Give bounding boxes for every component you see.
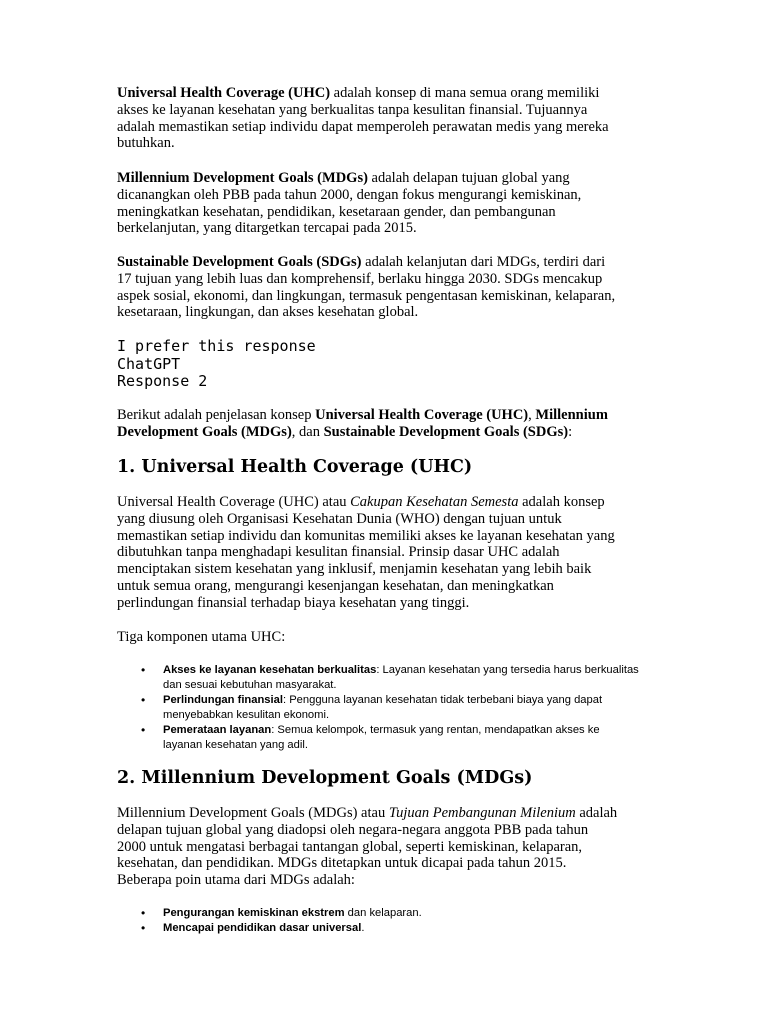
text-run: . [361,922,365,934]
text-run: , [528,407,536,423]
bold-text: Universal Health Coverage (UHC) [315,407,529,423]
text-run: adalah konsep di mana semua orang memiliki [330,85,600,101]
text-run: dan kelaparan. [344,907,422,919]
text-run: Millennium Development Goals (MDGs) atau [117,805,389,821]
text-run: 17 tujuan yang lebih luas dan komprehensif, berlaku hingga 2030. SDGs mencakup [117,270,603,287]
text-line [163,708,717,723]
bullet-dot-icon: • [141,906,146,920]
text-run: Universal Health Coverage (UHC) atau [117,494,351,510]
text-line [163,723,717,738]
bold-text: Sustainable Development Goals (SDGs) [117,254,362,270]
text-line [117,170,717,187]
list-item [141,906,717,921]
text-run: untuk semua orang, mengurangi kesenjangan kesehatan, dan meningkatkan [117,577,554,594]
text-line [117,271,717,288]
bullet-list [117,906,717,936]
text-run: Tiga komponen utama UHC: [117,629,286,645]
text-line [117,102,717,119]
text-run: layanan kesehatan yang adil. [163,739,308,751]
text-run: butuhkan. [117,135,175,152]
text-run: berkelanjutan, yang ditargetkan tercapai pada 2015. [117,220,417,237]
text-line [117,135,717,152]
bullet-dot-icon: • [141,693,146,707]
text-line [117,822,717,839]
list-item [141,921,717,936]
text-run: dibutuhkan tanpa menghadapi kesulitan finansial. Prinsip dasar UHC adalah [117,544,560,561]
text-run: adalah memastikan setiap individu dapat memperoleh perawatan medis yang mereka [117,118,609,135]
bold-text: Pemerataan layanan [163,724,272,736]
bullet-list [117,663,717,753]
text-run: dicanangkan oleh PBB pada tahun 2000, dengan fokus mengurangi kemiskinan, [117,186,582,203]
text-run: adalah kelanjutan dari MDGs, terdiri dari [361,254,606,270]
text-run: menyebabkan kesulitan ekonomi. [163,709,330,721]
italic-text: Tujuan Pembangunan Milenium [388,805,576,821]
text-line [163,678,717,693]
paragraph [117,494,717,612]
bold-text: Millennium [535,407,608,423]
text-line [117,839,717,856]
text-line [163,738,717,753]
bold-text: Perlindungan finansial [163,694,283,706]
text-run: : [568,423,573,440]
text-run: , dan [291,423,324,440]
text-line [117,187,717,204]
text-line [117,544,717,561]
text-run: : Pengguna layanan kesehatan tidak terbebani biaya yang dapat [282,694,603,706]
text-line [117,220,717,237]
bold-text: Millennium Development Goals (MDGs) [117,170,368,186]
text-line [163,693,717,708]
text-run: dan sesuai kebutuhan masyarakat. [163,679,337,691]
section-heading: 2. Millennium Development Goals (MDGs) [117,768,533,788]
text-run: Beberapa poin utama dari MDGs adalah: [117,872,355,889]
bullet-dot-icon: • [141,921,146,935]
text-line [117,511,717,528]
text-line [117,338,717,356]
bold-text: Universal Health Coverage (UHC) [117,85,331,101]
bold-text: Sustainable Development Goals (SDGs) [323,423,569,440]
text-run: kesehatan, dan pendidikan. MDGs ditetapkan untuk dicapai pada tahun 2015. [117,855,567,872]
text-run: kesetaraan, lingkungan, dan akses kesehatan global. [117,304,419,321]
text-line [117,595,717,612]
paragraph [117,85,717,152]
response-label-block [117,338,717,391]
text-line [117,578,717,595]
text-run: adalah [575,805,618,821]
text-run: ChatGPT [117,354,181,373]
list-item [141,663,717,693]
text-line [117,204,717,221]
text-run: perlindungan finansial terhadap biaya kesehatan yang tinggi. [117,594,470,611]
text-run: memastikan setiap individu dan komunitas memiliki akses ke layanan kesehatan yang [117,527,615,544]
text-line [163,906,717,921]
text-run: aspek sosial, ekonomi, dan lingkungan, termasuk pengentasan kemiskinan, kelaparan, [117,287,616,304]
text-run: akses ke layanan kesehatan yang berkualitas tanpa kesulitan finansial. Tujuannya [117,101,588,118]
paragraph [117,407,717,441]
bold-text: Mencapai pendidikan dasar universal [163,922,362,934]
text-line [117,528,717,545]
text-run: yang diusung oleh Organisasi Kesehatan Dunia (WHO) dengan tujuan untuk [117,510,562,527]
text-run: Berikut adalah penjelasan konsep [117,407,316,423]
bold-text: Akses ke layanan kesehatan berkualitas [163,664,377,676]
text-line [117,494,717,511]
text-line [117,304,717,321]
list-item [141,693,717,723]
text-line [117,373,717,391]
text-run: adalah delapan tujuan global yang [367,170,570,186]
italic-text: Cakupan Kesehatan Semesta [350,494,519,510]
text-line [117,288,717,305]
paragraph [117,170,717,237]
bullet-dot-icon: • [141,723,146,737]
text-run: meningkatkan kesehatan, pendidikan, kesetaraan gender, dan pembangunan [117,203,556,220]
bullet-dot-icon: • [141,663,146,677]
text-line [117,407,717,424]
paragraph [117,805,717,889]
paragraph [117,254,717,321]
text-line [117,85,717,102]
text-line [117,561,717,578]
bullet-list-container [117,663,717,753]
text-run: Response 2 [117,372,208,390]
text-run: menciptakan sistem kesehatan yang inklusif, menjamin kesehatan yang lebih baik [117,561,592,578]
text-run: : Semua kelompok, termasuk yang rentan, mendapatkan akses ke [271,724,600,736]
text-run: I prefer this response [117,337,316,355]
text-line [117,872,717,889]
list-item [141,723,717,753]
text-run: 2000 untuk mengatasi berbagai tantangan global, seperti kemiskinan, kelaparan, [117,838,583,855]
bold-text: Development Goals (MDGs) [117,423,292,440]
text-line [117,424,717,441]
text-run: : Layanan kesehatan yang tersedia harus berkualitas [376,664,639,676]
text-line [117,855,717,872]
paragraph [117,629,717,646]
text-line [117,356,717,374]
text-line [117,629,717,646]
text-run: adalah konsep [518,494,605,510]
text-line [117,805,717,822]
text-run: delapan tujuan global yang diadopsi oleh negara-negara anggota PBB pada tahun [117,821,589,838]
bullet-list-container [117,906,717,936]
bold-text: Pengurangan kemiskinan ekstrem [163,907,345,919]
text-line [117,119,717,136]
section-heading: 1. Universal Health Coverage (UHC) [117,457,473,477]
text-line [163,921,717,936]
text-line [117,254,717,271]
text-line [163,663,717,678]
